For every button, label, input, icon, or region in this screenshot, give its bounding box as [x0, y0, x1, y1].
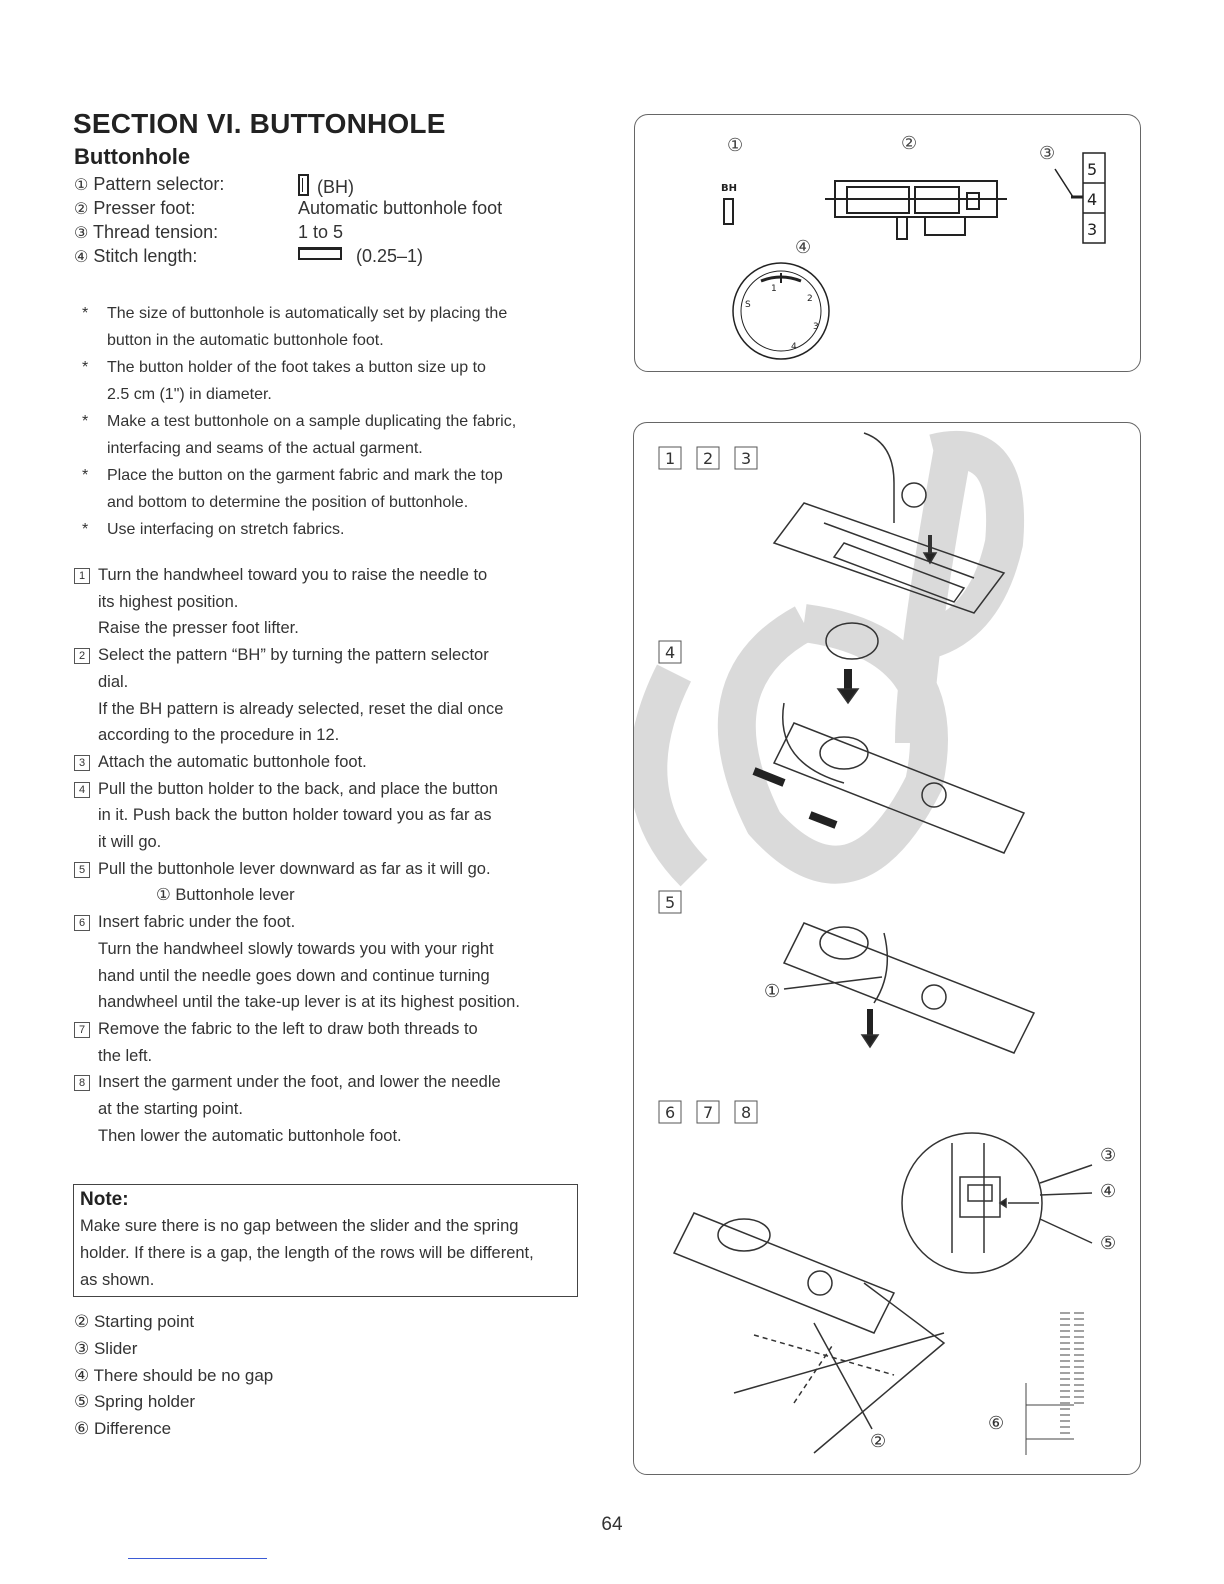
setting-number: ① [74, 177, 89, 194]
settings-figure [635, 115, 1140, 371]
step-item: 4 Pull the button holder to the back, and place the button in it. Push back the button holder toward you as far as it will go. [74, 776, 574, 856]
step-label: 4 [665, 643, 676, 662]
stitch-length-icon [298, 247, 342, 260]
dial-mark: 3 [813, 322, 819, 332]
legend-item: ⑥ Difference [74, 1419, 172, 1439]
pull-lever-illustration [784, 923, 1034, 1053]
note-item: * The size of buttonhole is automatically set by placing the button in the automatic buttonhole foot. [82, 305, 508, 349]
setting-stitch-length [74, 246, 574, 270]
note-title: Note: [80, 1189, 129, 1210]
procedure-figure [634, 423, 1140, 1474]
step-number: 8 [74, 1075, 90, 1091]
note-box: Note: Make sure there is no gap between the slider and the spring holder. If there is a gap, the length of the rows will be different, as shown. [73, 1184, 578, 1297]
setting-label: Stitch length: [93, 246, 198, 266]
step-label: 3 [741, 449, 752, 468]
callout-no-gap: ④ [1100, 1181, 1117, 1202]
buttonhole-scale [1055, 153, 1105, 243]
setting-value: 1 to 5 [298, 222, 344, 242]
step-label: 1 [665, 449, 676, 468]
section-subtitle: Buttonhole [74, 144, 191, 169]
dial-mark: 2 [807, 294, 813, 304]
buttonhole-pattern-icon [298, 174, 309, 196]
stitch-length-dial [733, 263, 829, 359]
step-label: 6 [665, 1103, 676, 1122]
step-sub-callout: ① Buttonhole lever [156, 886, 295, 905]
callout-3: ③ [1039, 143, 1056, 164]
setting-number: ③ [74, 225, 89, 242]
zoom-detail-illustration [902, 1133, 1092, 1273]
section-title: SECTION VI. BUTTONHOLE [73, 108, 446, 139]
callout-starting-point: ② [870, 1431, 887, 1452]
step-item: 5 Pull the buttonhole lever downward as far as it will go. ① Buttonhole lever [74, 856, 574, 909]
setting-value: (BH) [317, 177, 354, 197]
step-item: 1 Turn the handwheel toward you to raise the needle to its highest position. Raise the presser foot lifter. [74, 562, 574, 642]
legend-item: ② Starting point [74, 1312, 195, 1331]
callout-buttonhole-lever: ① [764, 981, 781, 1002]
step-label: 2 [703, 449, 714, 468]
dial-mark: 4 [791, 342, 797, 352]
step-item: 8 Insert the garment under the foot, and lower the needle at the starting point. Then lower the automatic buttonhole foot. [74, 1069, 574, 1149]
step-label: 5 [665, 893, 676, 912]
legend-item: ④ There should be no gap [74, 1365, 274, 1385]
garment-illustration [674, 1213, 944, 1453]
step-number: 7 [74, 1022, 90, 1038]
setting-label: Thread tension: [93, 222, 219, 242]
legend-item: ③ Slider [74, 1338, 138, 1358]
note-item: * Make a test buttonhole on a sample duplicating the fabric, interfacing and seams of the actual garment. [82, 413, 517, 457]
figure-legend [74, 1309, 273, 1443]
settings-list [74, 174, 574, 270]
footer-link-underline [128, 1558, 267, 1559]
note-item: * Use interfacing on stretch fabrics. [82, 521, 345, 538]
procedure-figure-panel [633, 422, 1141, 1475]
step-number: 5 [74, 862, 90, 878]
step-number: 2 [74, 648, 90, 664]
step-number: 1 [74, 568, 90, 584]
scale-label-4: 4 [1087, 190, 1098, 209]
page-number: 64 [601, 1514, 623, 1535]
setting-label: Pattern selector: [93, 174, 225, 194]
step-number: 4 [74, 782, 90, 798]
step-item: 7 Remove the fabric to the left to draw both threads to the left. [74, 1016, 574, 1069]
dial-mark: 1 [771, 284, 777, 294]
setting-presser-foot [74, 198, 574, 222]
setting-thread-tension [74, 222, 574, 246]
step-item: 3 Attach the automatic buttonhole foot. [74, 749, 574, 776]
setting-label: Presser foot: [93, 198, 196, 218]
dial-mark: S [745, 300, 751, 310]
setting-number: ④ [74, 249, 89, 266]
scale-label-3: 3 [1087, 220, 1098, 239]
step-item: 6 Insert fabric under the foot. Turn the handwheel slowly towards you with your right hand until the needle goes down and continue turning handwheel until the take-up lever is at its highest position. [74, 909, 574, 1016]
step-number: 6 [74, 915, 90, 931]
callout-1: ① [727, 135, 744, 156]
step-item: 2 Select the pattern “BH” by turning the pattern selector dial. If the BH pattern is already selected, reset the dial once according to the procedure in 12. [74, 642, 574, 749]
note-item: * The button holder of the foot takes a button size up to 2.5 cm (1") in diameter. [82, 359, 486, 403]
steps-list [74, 562, 574, 1149]
scale-label-5: 5 [1087, 160, 1098, 179]
setting-value: (0.25–1) [356, 246, 424, 266]
note-item: * Place the button on the garment fabric and mark the top and bottom to determine the position of buttonhole. [82, 467, 503, 511]
settings-figure-panel [634, 114, 1141, 372]
legend-item: ⑤ Spring holder [74, 1392, 196, 1412]
setting-value: Automatic buttonhole foot [298, 198, 503, 218]
callout-spring-holder: ⑤ [1100, 1233, 1117, 1254]
callout-difference: ⑥ [988, 1413, 1005, 1434]
step-label: 8 [741, 1103, 752, 1122]
callout-slider: ③ [1100, 1145, 1117, 1166]
notes-list [82, 300, 582, 543]
watermark-copy [648, 443, 1005, 873]
callout-4: ④ [795, 237, 812, 258]
bh-label: BH [721, 183, 737, 194]
setting-pattern-selector [74, 174, 574, 198]
stitch-rows-difference [1026, 1313, 1084, 1455]
step-label: 7 [703, 1103, 714, 1122]
step-number: 3 [74, 755, 90, 771]
callout-2: ② [901, 133, 918, 154]
bh-pattern-symbol [724, 199, 733, 224]
setting-number: ② [74, 201, 89, 218]
buttonhole-foot-drawing [825, 181, 1007, 239]
